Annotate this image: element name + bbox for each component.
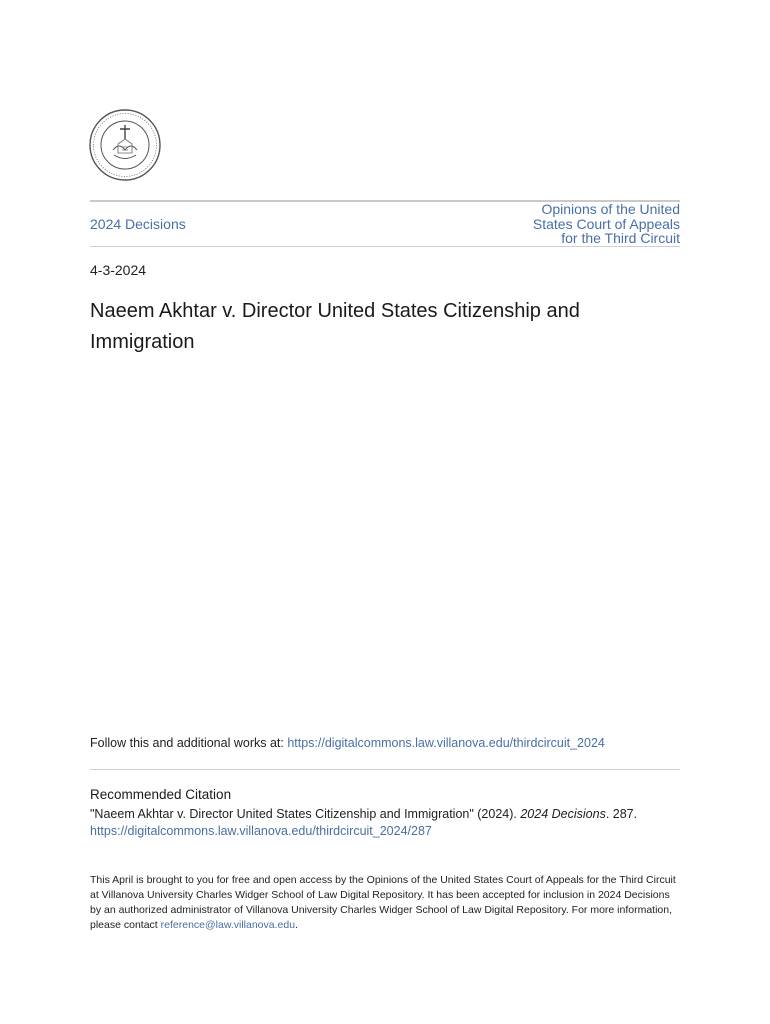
citation-url-link[interactable]: https://digitalcommons.law.villanova.edu/thirdcircuit_2024/287 (90, 824, 432, 838)
access-notice-end: . (295, 919, 298, 931)
series-link[interactable]: 2024 Decisions (90, 216, 186, 232)
follow-prefix: Follow this and additional works at: (90, 736, 288, 750)
citation-body (90, 806, 690, 840)
follow-line (90, 736, 690, 750)
header-bottom-rule (90, 246, 680, 247)
access-notice (90, 873, 680, 933)
citation-rule (90, 769, 680, 770)
publication-date: 4-3-2024 (90, 262, 147, 278)
collection-line: States Court of Appeals (532, 215, 680, 232)
series-header (90, 201, 680, 246)
university-seal-icon (88, 108, 162, 182)
access-notice-text: This April is brought to you for free and open access by the Opinions of the United States Court of Appeals for the Third Circuit at Villanova University Charles Widger School of Law Digital Repository. It has been accepted for inclusion in 2024 Decisions by an authorized administrator of Villanova University Charles Widger School of Law Digital Repository. For more information, please contact (90, 874, 676, 931)
citation-text: "Naeem Akhtar v. Director United States Citizenship and Immigration" (2024). (90, 807, 521, 821)
collection-url-link[interactable]: https://digitalcommons.law.villanova.edu/thirdcircuit_2024 (287, 736, 605, 750)
collection-line: Opinions of the United (541, 201, 680, 217)
contact-email-link[interactable]: reference@law.villanova.edu (160, 919, 296, 931)
citation-series: 2024 Decisions (520, 807, 606, 821)
document-title: Naeem Akhtar v. Director United States Citizenship and Immigration (90, 300, 580, 353)
citation-number: . 287. (605, 807, 638, 821)
collection-line: for the Third Circuit (561, 230, 680, 246)
collection-link[interactable] (510, 202, 680, 246)
citation-heading: Recommended Citation (90, 787, 232, 802)
